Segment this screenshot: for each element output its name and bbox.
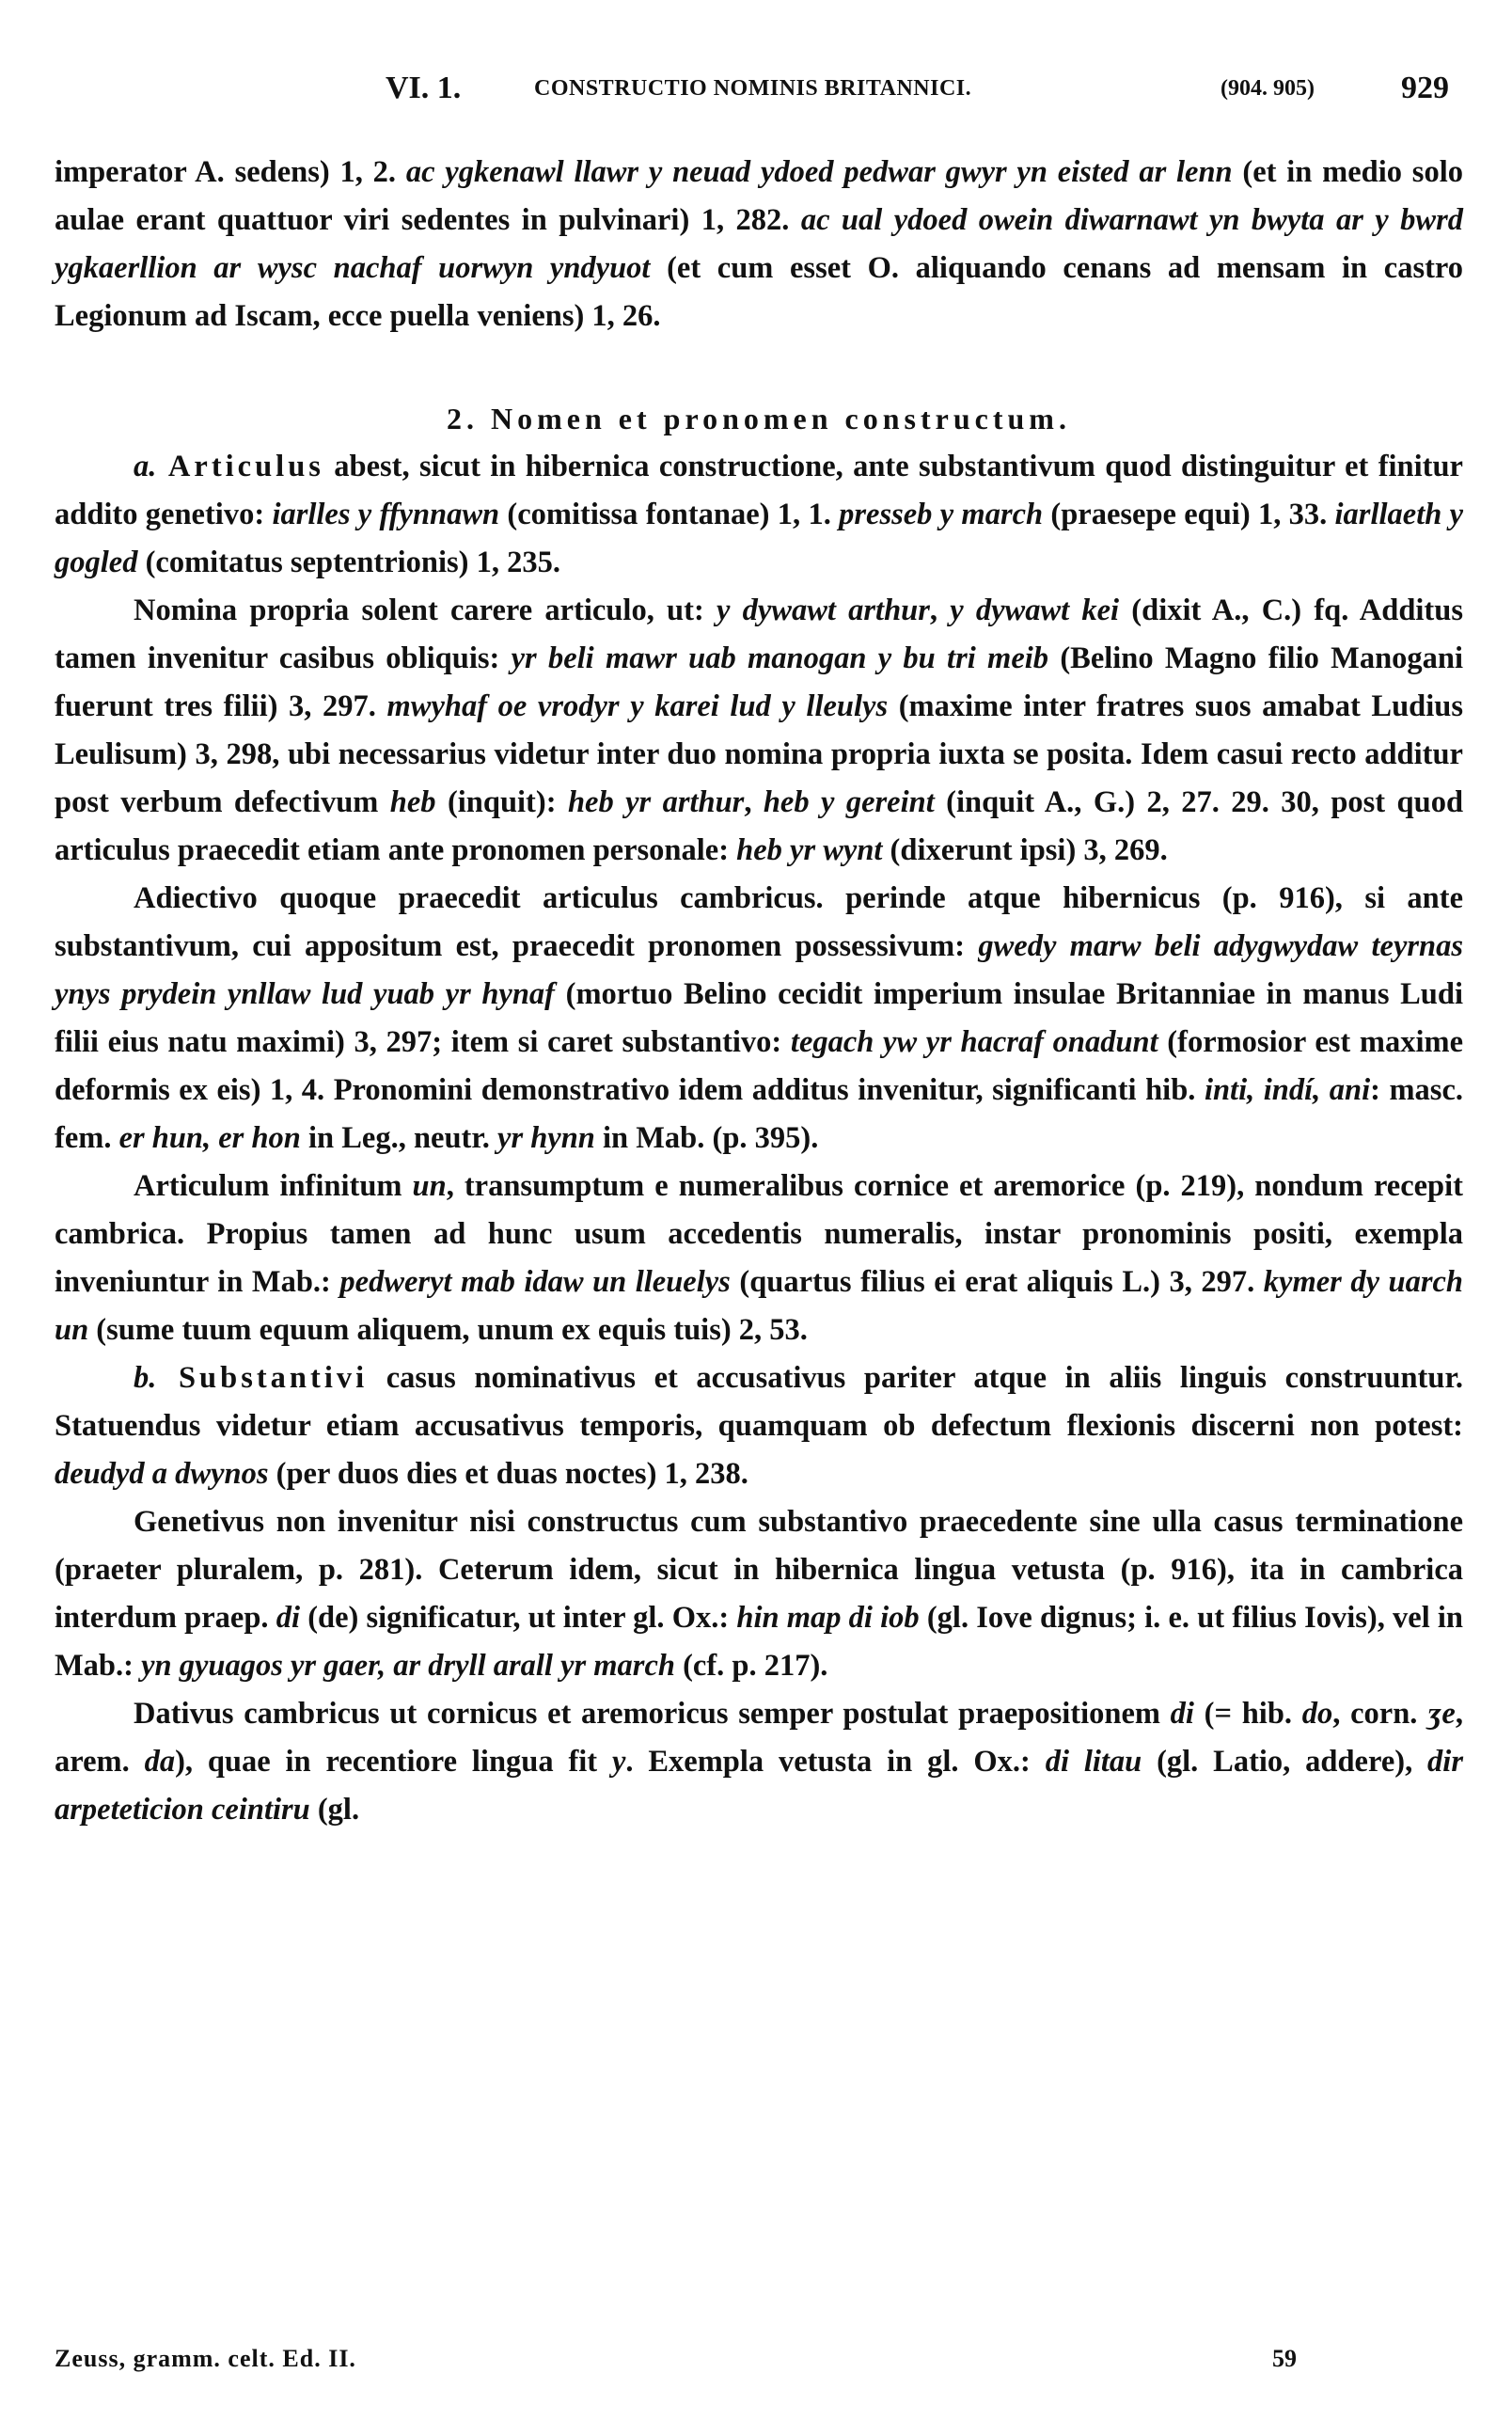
- welsh-form: deudyd a dwynos: [55, 1457, 269, 1491]
- text-run: abest, sicut in hibernica constructione, ante substantivum quod distinguitur et finitur addito genetivo:: [55, 450, 1463, 531]
- text-run: (gl. Latio, addere),: [1142, 1745, 1428, 1779]
- text-run: (gl.: [309, 1793, 360, 1827]
- text-run: : masc. fem.: [55, 1073, 1464, 1155]
- signature-mark: Zeuss, gramm. celt. Ed. II.: [55, 2345, 356, 2372]
- text-run: , corn.: [1332, 1697, 1428, 1731]
- text-run: (Belino Magno filio Manogani fuerunt tres filii) 3, 297.: [55, 641, 1464, 723]
- welsh-form: iarlles y ffynnawn: [272, 498, 500, 531]
- welsh-form: da: [144, 1745, 176, 1779]
- text-run: (et cum esset O. aliquando cenans ad mensam in castro Legionum ad Iscam, ecce puella veniens) 1, 26.: [55, 251, 1463, 333]
- welsh-form: er hun, er hon: [118, 1121, 301, 1155]
- text-run: in Mab. (p. 395).: [594, 1121, 819, 1155]
- text-run: (inquit):: [435, 785, 568, 819]
- text-run: (dixit A., C.) fq. Additus tamen invenitur casibus obliquis:: [55, 593, 1463, 675]
- paragraph: [55, 1163, 1463, 1354]
- section-heading: [55, 395, 1463, 443]
- welsh-form: mwyhaf oe vrodyr y karei lud y lleulys: [386, 689, 889, 723]
- text-run: Nomina propria solent carere articulo, ut:: [134, 593, 717, 627]
- text-run: casus nominativus et accusativus pariter atque in aliis linguis construuntur. Statuendus videtur etiam accusativus temporis, quamquam ob defectum flexionis discerni non potest:: [55, 1361, 1464, 1443]
- welsh-form: yn gyuagos yr gaer, ar dryll arall yr march: [141, 1649, 675, 1683]
- text-run: (per duos dies et duas noctes) 1, 238.: [268, 1457, 748, 1491]
- page-number: 929: [1401, 71, 1449, 105]
- welsh-form: do: [1301, 1697, 1333, 1731]
- text-run: , transumptum e numeralibus cornice et aremorice (p. 219), nondum recepit cambrica. Propius tamen ad hunc usum accedentis numeralis, instar pronominis positi, exempla inveniuntur in Mab.:: [55, 1169, 1463, 1299]
- welsh-form: di: [276, 1601, 301, 1635]
- paragraph: [55, 587, 1463, 875]
- welsh-form: inti, indí, ani: [1204, 1073, 1371, 1107]
- welsh-form: heb: [389, 785, 436, 819]
- welsh-form: kymer dy uarch un: [55, 1265, 1463, 1347]
- welsh-form: pedweryt mab idaw un lleuelys: [339, 1265, 731, 1299]
- welsh-form: presseb y march: [839, 498, 1044, 531]
- page: [55, 58, 1464, 1827]
- main-text: [55, 149, 1463, 1834]
- welsh-form: dir arpeteticion ceintiru: [55, 1745, 1463, 1827]
- welsh-form: ac ygkenawl llawr y neuad ydoed pedwar gwyr yn eisted ar lenn: [405, 155, 1233, 189]
- welsh-form: di litau: [1045, 1745, 1142, 1779]
- chapter-number: VI. 1.: [386, 71, 462, 105]
- welsh-form: b.: [134, 1361, 157, 1395]
- text-run: (de) significatur, ut inter gl. Ox.:: [300, 1601, 737, 1635]
- spaced-term: Articulus: [156, 450, 324, 483]
- paragraph: [55, 1498, 1463, 1690]
- welsh-form: yr hynn: [497, 1121, 595, 1155]
- text-run: ,: [929, 593, 951, 627]
- text-run: (et in medio solo aulae erant quattuor viri sedentes in pulvinari) 1, 282.: [55, 155, 1463, 237]
- text-run: (inquit A., G.) 2, 27. 29. 30, post quod articulus praecedit etiam ante pronomen personale:: [55, 785, 1464, 867]
- welsh-form: y: [611, 1745, 626, 1779]
- welsh-form: a.: [134, 450, 157, 483]
- text-run: (quartus filius ei erat aliquis L.) 3, 297.: [730, 1265, 1264, 1299]
- text-run: . Exempla vetusta in gl. Ox.:: [625, 1745, 1046, 1779]
- paragraph: [55, 149, 1463, 340]
- text-run: 2. Nomen et pronomen constructum.: [447, 402, 1071, 435]
- page-footer: [55, 2345, 1463, 2382]
- welsh-form: heb y gereint: [763, 785, 935, 819]
- running-title: CONSTRUCTIO NOMINIS BRITANNICI.: [534, 76, 972, 101]
- spaced-term: Substantivi: [156, 1361, 369, 1395]
- text-run: (= hib.: [1193, 1697, 1302, 1731]
- text-run: ,: [744, 785, 764, 819]
- text-run: (comitissa fontanae) 1, 1.: [499, 498, 840, 531]
- sheet-number: 59: [1272, 2345, 1297, 2372]
- paragraph: [55, 1690, 1463, 1834]
- text-run: in Leg., neutr.: [300, 1121, 498, 1155]
- welsh-form: hin map di iob: [736, 1601, 920, 1635]
- text-run: (cf. p. 217).: [674, 1649, 828, 1683]
- welsh-form: y dywawt arthur: [716, 593, 930, 627]
- text-run: (gl. Iove dignus; i. e. ut filius Iovis), vel in Mab.:: [55, 1601, 1464, 1683]
- welsh-form: di: [1170, 1697, 1194, 1731]
- text-run: (comitatus septentrionis) 1, 235.: [137, 546, 561, 579]
- welsh-form: iarllaeth y gogled: [55, 498, 1464, 579]
- welsh-form: heb yr arthur: [567, 785, 745, 819]
- text-run: (sume tuum equum aliquem, unum ex equis tuis) 2, 53.: [88, 1313, 808, 1347]
- text-run: (formosior est maxime deformis ex eis) 1, 4. Pronomini demonstrativo idem additus invenitur, significanti hib.: [55, 1025, 1464, 1107]
- text-run: (mortuo Belino cecidit imperium insulae Britanniae in manus Ludi filii eius natu maximi) 3, 297; item si caret substantivo:: [55, 977, 1463, 1059]
- welsh-form: tegach yw yr hacraf onadunt: [790, 1025, 1158, 1059]
- text-run: (maxime inter fratres suos amabat Ludius Leulisum) 3, 298, ubi necessarius videtur inter duo nomina propria iuxta se posita. Idem casui recto additur post verbum defectivum: [55, 689, 1464, 819]
- paragraph: [55, 443, 1463, 587]
- welsh-form: yr beli mawr uab manogan y bu tri meib: [511, 641, 1049, 675]
- text-run: Articulum infinitum: [134, 1169, 413, 1203]
- welsh-form: ac ual ydoed owein diwarnawt yn bwyta ar y bwrd ygkaerllion ar wysc nachaf uorwyn yndyuot: [55, 203, 1463, 285]
- welsh-form: ʒe: [1427, 1697, 1456, 1731]
- welsh-form: un: [412, 1169, 447, 1203]
- text-run: imperator A. sedens) 1, 2.: [55, 155, 406, 189]
- text-run: , arem.: [55, 1697, 1463, 1779]
- welsh-form: gwedy marw beli adygwydaw teyrnas ynys prydein ynllaw lud yuab yr hynaf: [55, 929, 1464, 1011]
- text-run: Adiectivo quoque praecedit articulus cambricus. perinde atque hibernicus (p. 916), si ante substantivum, cui appositum est, praecedit pronomen possessivum:: [55, 881, 1463, 963]
- text-run: Dativus cambricus ut cornicus et aremoricus semper postulat praepositionem: [134, 1697, 1171, 1731]
- text-run: ), quae in recentiore lingua fit: [175, 1745, 612, 1779]
- running-header: [55, 58, 1463, 119]
- text-run: (praesepe equi) 1, 33.: [1043, 498, 1335, 531]
- text-run: Genetivus non invenitur nisi constructus cum substantivo praecedente sine ulla casus terminatione (praeter pluralem, p. 281). Ceterum idem, sicut in hibernica lingua vetusta (p. 916), ita in cambrica interdum praep.: [55, 1505, 1463, 1635]
- paragraph: [55, 1354, 1463, 1498]
- welsh-form: y dywawt kei: [950, 593, 1120, 627]
- page-reference: (904. 905): [1221, 76, 1315, 101]
- text-run: (dixerunt ipsi) 3, 269.: [882, 833, 1168, 867]
- welsh-form: heb yr wynt: [736, 833, 883, 867]
- paragraph: [55, 875, 1463, 1163]
